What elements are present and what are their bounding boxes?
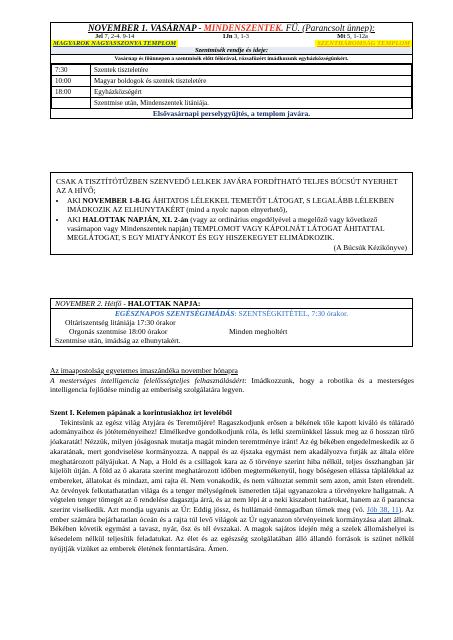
reading-section <box>50 408 414 554</box>
indulgence-source: (A Búcsúk Kézikönyve) <box>333 242 407 252</box>
reading-heading: Szent I. Kelemen pápának a korintusiakhoz írt leveléből <box>50 408 232 417</box>
church-left: MAGYAROK NAGYASSZONYA TEMPLOM <box>53 40 177 47</box>
all-souls-heading: NOVEMBER 2. Hétfő - HALOTTAK NAPJA: <box>51 299 412 309</box>
table-row: 10:00 Magyar boldogok és szentek tiszteletére <box>52 76 412 87</box>
prayer-line: Szentmise után, imádság az elhunytakért. <box>55 336 181 345</box>
church-row <box>51 40 412 47</box>
page-title <box>51 23 412 33</box>
all-souls-box <box>50 298 413 347</box>
title-feast: MINDENSZENTEK. <box>203 23 284 33</box>
reading-text: Tekintsünk az egész világ Atyjára és Teremtőjére! Ragaszkodjunk erősen a békének tőle kapott kiváló és túláradó adományaihoz és jótéteményeihez! Elmélkedve gondolkodjunk róla, és lelki szemünkkel lássuk meg az ő hosszan tűrő jóakaratát! Nézzük, milyen jóságosnak mutatja magát minden teremtménye iránt! Az ég békében engedelmeskedik az ő akaratának, mert gondviselése kormányozza. A nappal és az éjszaka egymást nem akadályozva futják az általa előre meghatározott pályájukat. A Nap, a Hold és a csillagok kara az ő törvénye szerint hiba nélkül, teljes összhangban jár kijelölt útján. A föld az ő akarata szerint meghatározott időben megtermékenyül, hogy bőségesen ellássa táplálékkal az embereket, állatokat és mindazt, ami rajta él. Nem vonakodik, és nem változtat semmit sem azon, amit Isten elrendelt. Az örvények felkutathatatlan világa és a tenger mélységének ismeretlen tájai ugyanazokra a törvényekre hallgatnak. A végtelen tenger tömegét az ő rendelése dagasztja árrá, és az nem lépi át a neki kiszabott határokat, hanem az ő parancsa szerint viselkedik. Azt mondja ugyanis az Úr: Eddig jössz, és hullámaid önmagadban törnek meg (vö. Jób 38, 11). Az ember számára bejárhatatlan óceán és a rajta túl levő világok az Úr ugyanazon törvényeinek kormányzása alatt állnak. Békében követik egymást a tavasz, nyár, ősz és tél évszakai. A magok sajátos idején még a szelek állomáshelyei is késedelem nélkül teljesítik feladatukat. Az élet és az egészség szolgálatában álló állandó források is szünet nélkül nyújtják vizüket az emberek életének fenntartására. Ámen. <box>50 417 414 553</box>
table-row: 18:00 Egyházközségért <box>52 87 412 98</box>
table-row: 7:30 Szentek tiszteletére <box>52 65 412 76</box>
list-item: • AKI HALOTTAK NAPJÁN, XI. 2-án (vagy az ordinárius engedélyével a megelőző vagy következő vasárnapon vagy Mindenszentek napján) TEMPLOMOT VAGY KÁPOLNÁT LÁTOGAT ÁHITATTAL MEGLÁTOGAT, S EGY MIATYÁNKOT ÉS EGY HISZEKEGYET ELIMÁDKOZIK. <box>67 215 407 243</box>
mass-schedule <box>51 64 412 109</box>
reading-2: 1Jn 3, 1-3 <box>222 33 249 40</box>
adoration-line: EGÉSZNAPOS SZENTSÉGIMÁDÁS: SZENTSÉGKITÉTEL, 7:30 órakor. <box>114 309 349 318</box>
readings-row <box>51 33 412 40</box>
title-date: NOVEMBER 1. VASÁRNAP - <box>87 23 204 33</box>
reading-3: Mt 5, 1-12a <box>337 33 368 40</box>
rosary-note: Vasárnap és főünnepen a szentmisék előtt félórával, rózsafüzért imádkozunk egyházközségünkért. <box>51 54 412 64</box>
title-rank: FÜ. (Parancsolt ünnep): <box>283 23 376 33</box>
church-right: SZENTHÁROMSÁG TEMPLOM <box>317 40 410 47</box>
collection-note: Elsővasárnapi perselygyűjtés, a templom javára. <box>152 109 311 118</box>
intention-text: A mesterséges intelligencia felelősségteljes felhasználásáért: Imádkozzunk, hogy a robotika és a mesterséges intelligencia fejlődése mindig az emberiség szolgálatára legyen. <box>50 375 414 395</box>
litany-line: Oltáriszentség litániája 17:30 órakor <box>65 318 176 327</box>
sunday-box <box>50 22 413 119</box>
mass-line: Orgonás szentmise 18:00 órakor Minden megholtért <box>69 327 288 336</box>
schedule-heading: Szentmisék rendje és ideje: <box>51 47 412 54</box>
reading-1: Jel 7, 2-4. 9-14 <box>95 33 135 40</box>
indulgence-list <box>56 196 407 243</box>
prayer-intention <box>50 366 414 395</box>
table-row: Szentmise után, Mindenszentek litániája. <box>52 98 412 109</box>
intention-heading: Az imaapostolság egyetemes imaszándéka november hónapra <box>50 366 238 375</box>
scripture-link[interactable]: Jób 38, 11 <box>366 505 399 515</box>
list-item: • AKI NOVEMBER 1-8-IG ÁHITATOS LÉLEKKEL TEMETŐT LÁTOGAT, S LEGALÁBB LÉLEKBEN IMÁDKOZIK AZ ELHUNYTAKÉRT (mind a nyolc napon elnyerhető), <box>67 196 407 215</box>
indulgence-intro: CSAK A TISZTÍTÓTŰZBEN SZENVEDŐ LELKEK JAVÁRA FORDÍTHATÓ TELJES BÚCSÚT NYERHET AZ A HÍVŐ; <box>56 177 398 196</box>
indulgence-box <box>50 172 413 255</box>
